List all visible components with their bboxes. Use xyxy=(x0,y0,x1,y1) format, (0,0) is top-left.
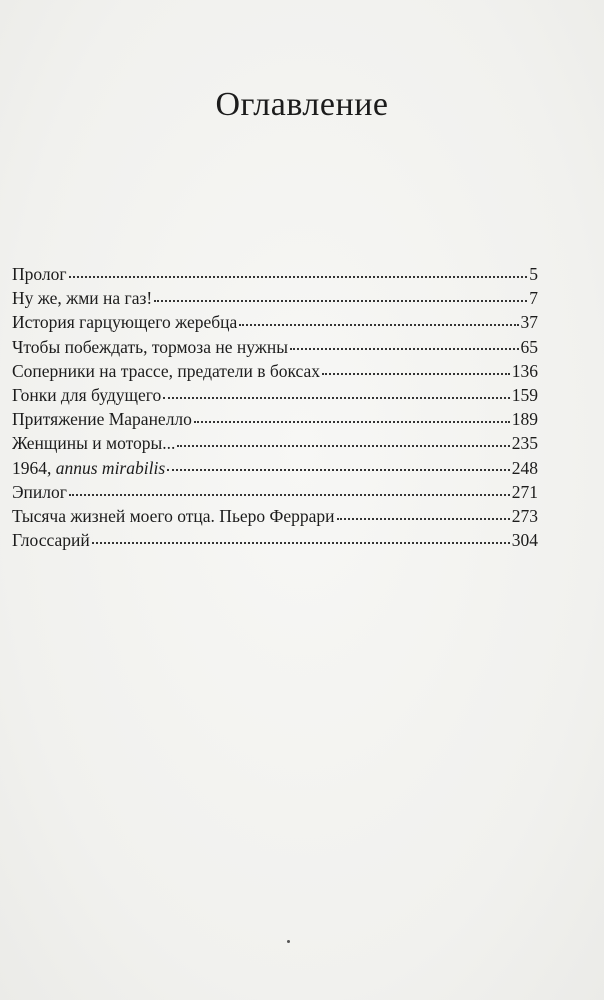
toc-entry xyxy=(12,456,538,480)
toc-entry xyxy=(12,528,538,552)
toc-entry-title-prefix: 1964, xyxy=(12,457,56,478)
toc-entry xyxy=(12,431,538,455)
dot-leader xyxy=(322,359,510,377)
dot-leader xyxy=(92,529,510,547)
toc-page-number: 5 xyxy=(529,264,538,284)
toc-page-number: 271 xyxy=(511,481,538,502)
toc-entry xyxy=(12,310,538,334)
toc-entry-title: Эпилог xyxy=(12,481,67,502)
dot-leader xyxy=(194,408,510,426)
toc-entry-title: Гонки для будущего xyxy=(12,384,162,405)
toc-page-number: 248 xyxy=(511,457,538,478)
dot-leader xyxy=(177,432,509,450)
toc-entry-title-italic: annus mirabilis xyxy=(55,457,166,478)
table-of-contents xyxy=(12,262,538,552)
toc-page-number: 235 xyxy=(511,433,538,454)
toc-entry-title: Пролог xyxy=(12,264,67,284)
toc-page-number: 304 xyxy=(511,530,538,551)
toc-entry-title: Ну же, жми на газ! xyxy=(12,288,153,309)
toc-page-number: 273 xyxy=(511,505,538,526)
toc-page-number: 7 xyxy=(529,288,538,309)
dot-leader xyxy=(69,480,510,498)
dot-leader xyxy=(163,383,509,401)
print-speck xyxy=(287,940,290,943)
toc-entry-title: Тысяча жизней моего отца. Пьеро Феррари xyxy=(12,505,335,526)
toc-page-number: 37 xyxy=(520,312,538,333)
dot-leader xyxy=(69,263,528,281)
toc-entry xyxy=(12,359,538,383)
toc-entry xyxy=(12,262,538,286)
page-title: Оглавление xyxy=(215,86,389,123)
dot-leader xyxy=(154,287,527,305)
toc-entry xyxy=(12,407,538,431)
dot-leader xyxy=(167,456,510,474)
toc-entry xyxy=(12,286,538,310)
toc-page-number: 65 xyxy=(520,336,538,357)
toc-entry xyxy=(12,383,538,407)
dot-leader xyxy=(239,311,518,329)
toc-page-number: 136 xyxy=(511,360,538,381)
toc-entry xyxy=(12,504,538,528)
toc-entry-title: Чтобы побеждать, тормоза не нужны xyxy=(12,336,288,357)
dot-leader xyxy=(337,504,510,522)
dot-leader xyxy=(290,335,519,353)
toc-page-number: 159 xyxy=(511,384,538,405)
toc-entry xyxy=(12,335,538,359)
toc-entry-title xyxy=(12,456,165,480)
toc-page-number: 189 xyxy=(511,409,538,430)
toc-entry-title: Женщины и моторы... xyxy=(12,433,176,454)
toc-entry-title: Соперники на трассе, предатели в боксах xyxy=(12,360,321,381)
toc-entry-title: Притяжение Маранелло xyxy=(12,409,192,430)
toc-entry xyxy=(12,480,538,504)
toc-entry-title: История гарцующего жеребца xyxy=(12,312,238,333)
toc-entry-title: Глоссарий xyxy=(12,530,90,551)
